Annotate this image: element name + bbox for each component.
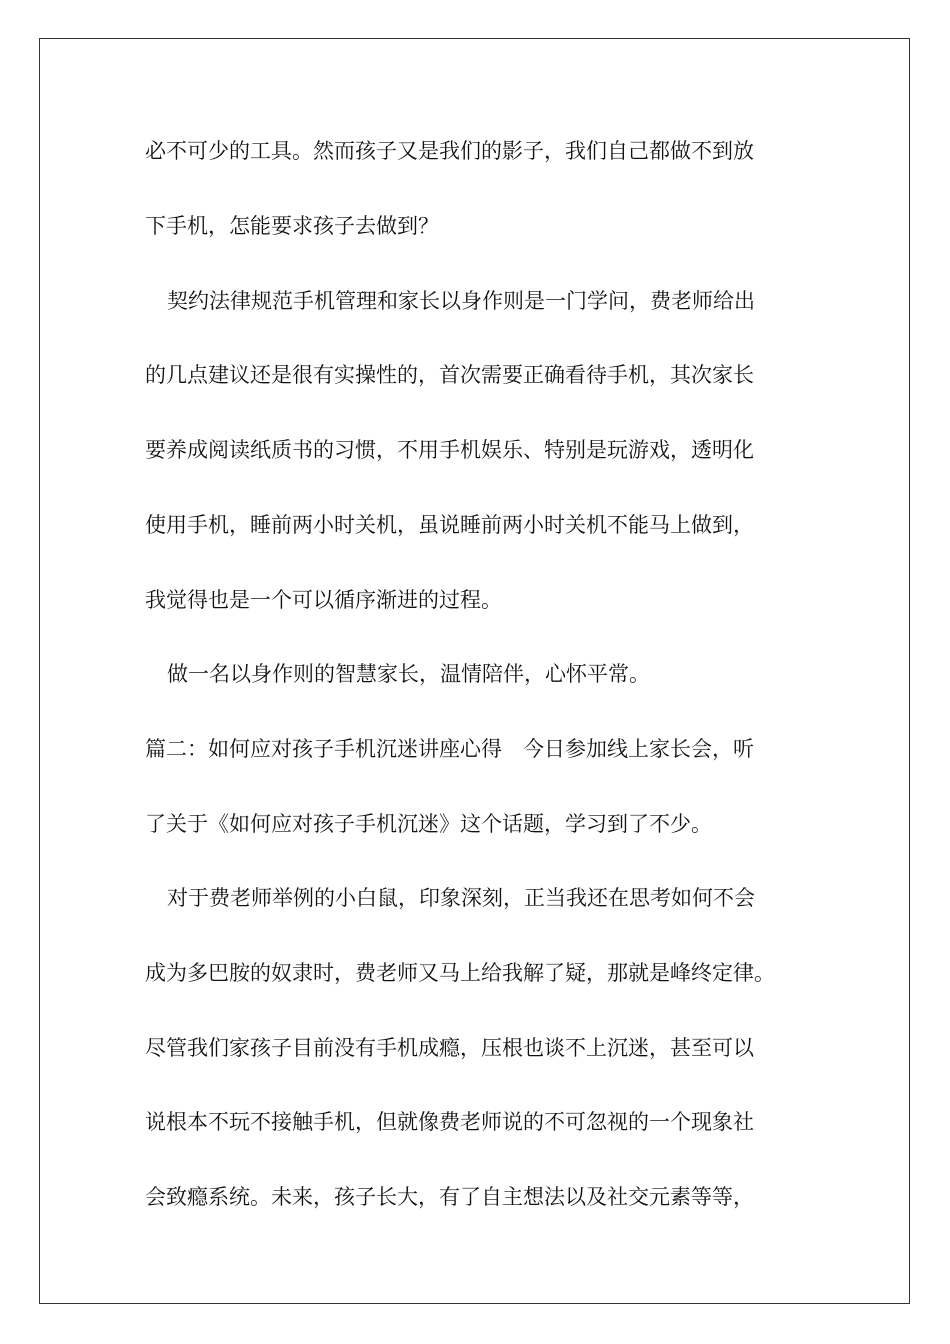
text-line-11: 对于费老师举例的小白鼠，印象深刻，正当我还在思考如何不会 xyxy=(167,886,755,910)
text-line-1: 必不可少的工具。然而孩子又是我们的影子，我们自己都做不到放 xyxy=(145,139,754,163)
text-line-13: 尽管我们家孩子目前没有手机成瘾，压根也谈不上沉迷，甚至可以 xyxy=(145,1036,754,1060)
text-line-8: 做一名以身作则的智慧家长，温情陪伴，心怀平常。 xyxy=(167,662,650,686)
text-line-14: 说根本不玩不接触手机，但就像费老师说的不可忽视的一个现象社 xyxy=(145,1110,754,1134)
text-line-12: 成为多巴胺的奴隶时，费老师又马上给我解了疑，那就是峰终定律。 xyxy=(145,961,775,985)
text-line-6: 使用手机，睡前两小时关机，虽说睡前两小时关机不能马上做到， xyxy=(145,513,754,537)
text-line-7: 我觉得也是一个可以循序渐进的过程。 xyxy=(145,588,502,612)
text-line-4: 的几点建议还是很有实操性的，首次需要正确看待手机，其次家长 xyxy=(145,363,754,387)
text-line-5: 要养成阅读纸质书的习惯，不用手机娱乐、特别是玩游戏，透明化 xyxy=(145,438,754,462)
text-line-2: 下手机，怎能要求孩子去做到？ xyxy=(145,214,439,238)
text-line-9: 篇二：如何应对孩子手机沉迷讲座心得 今日参加线上家长会，听 xyxy=(145,737,754,761)
text-line-15: 会致瘾系统。未来，孩子长大，有了自主想法以及社交元素等等， xyxy=(145,1185,754,1209)
text-line-10: 了关于《如何应对孩子手机沉迷》这个话题，学习到了不少。 xyxy=(145,812,712,836)
text-line-3: 契约法律规范手机管理和家长以身作则是一门学问，费老师给出 xyxy=(167,289,755,313)
